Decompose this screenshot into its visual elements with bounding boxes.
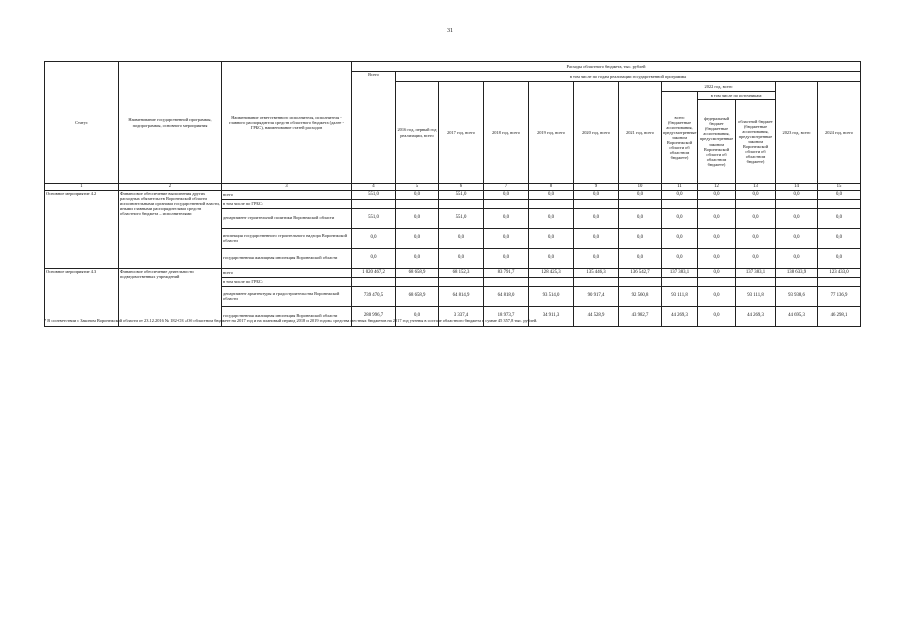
table-cell: 0,0 <box>484 208 529 228</box>
header-2024: 2024 год, всего <box>818 82 861 184</box>
row-label: в том числе по ГРБС: <box>222 199 352 208</box>
table-cell: 93 514,0 <box>529 286 574 306</box>
column-number: 1 <box>45 184 119 191</box>
table-cell: 0,0 <box>776 228 818 248</box>
table-cell: 1 020 467,2 <box>352 268 396 277</box>
header-2016: 2016 год, первый год реализации, всего <box>396 82 439 184</box>
table-cell: 92 560,8 <box>619 286 662 306</box>
table-cell: 0,0 <box>736 190 776 199</box>
header-2023: 2023 год, всего <box>776 82 818 184</box>
table-cell: 0,0 <box>396 248 439 268</box>
header-incl-sources: в том числе по источникам: <box>698 92 776 100</box>
table-cell: 3 337,4 <box>439 306 484 326</box>
column-number: 9 <box>574 184 619 191</box>
table-cell: 0,0 <box>698 208 736 228</box>
page-number: 31 <box>447 28 453 34</box>
table-cell: 44 528,9 <box>574 306 619 326</box>
table-cell: 0,0 <box>662 248 698 268</box>
header-expenses-title: Расходы областного бюджета, тыс. рублей <box>352 62 861 72</box>
table-cell: 0,0 <box>818 228 861 248</box>
table-cell: 551,0 <box>439 190 484 199</box>
footnote: * В соответствии с Законом Воронежской области от 23.12.2016 № 182-ОЗ «Об областном бюджете на 2017 год и на плановый период 2018 и 2019 годов» средства местных бюджетов на 2017 год учтены в составе областного бюджета в сумме 45 357,8 тыс. рублей. <box>44 318 538 323</box>
column-number: 13 <box>736 184 776 191</box>
table-cell: 0,0 <box>439 248 484 268</box>
table-cell: 0,0 <box>736 248 776 268</box>
row-label: всего <box>222 190 352 199</box>
table-cell: 0,0 <box>698 268 736 277</box>
header-2019: 2019 год, всего <box>529 82 574 184</box>
column-number: 12 <box>698 184 736 191</box>
table-cell: 137 383,1 <box>662 268 698 277</box>
table-cell: 0,0 <box>352 248 396 268</box>
row-label: государственная жилищная инспекция Воронежской области <box>222 248 352 268</box>
column-number: 14 <box>776 184 818 191</box>
table-cell: 0,0 <box>698 286 736 306</box>
row-label: государственная жилищная инспекция Воронежской области <box>222 306 352 326</box>
table-cell: 0,0 <box>736 228 776 248</box>
header-by-years: в том числе по годам реализации государственной программы <box>396 72 861 82</box>
table-cell: 137 383,1 <box>736 268 776 277</box>
table-cell: 68 658,9 <box>396 268 439 277</box>
table-cell: 0,0 <box>396 208 439 228</box>
header-2022: 2022 год, всего <box>662 82 776 92</box>
table-cell: 0,0 <box>574 248 619 268</box>
table-cell: 34 911,3 <box>529 306 574 326</box>
table-cell: 0,0 <box>662 208 698 228</box>
header-2017: 2017 год, всего <box>439 82 484 184</box>
table-cell: 0,0 <box>396 228 439 248</box>
budget-table <box>44 61 861 327</box>
table-cell: 46 298,1 <box>818 306 861 326</box>
table-cell: 0,0 <box>396 190 439 199</box>
table-cell: 0,0 <box>529 190 574 199</box>
table-cell: 0,0 <box>619 190 662 199</box>
table-cell: 18 973,7 <box>484 306 529 326</box>
header-status: Статус <box>45 62 119 184</box>
table-cell: 0,0 <box>574 228 619 248</box>
row-label: в том числе по ГРБС: <box>222 277 352 286</box>
header-col11: всего (бюджетные ассигнования, предусмотренные законом Воронежской области об областном бюджете) <box>662 92 698 184</box>
table-cell: 0,0 <box>776 190 818 199</box>
column-number: 8 <box>529 184 574 191</box>
table-cell: 0,0 <box>529 208 574 228</box>
table-cell: 0,0 <box>698 306 736 326</box>
table-cell: 0,0 <box>619 228 662 248</box>
row-status: Основное мероприятие 4.3 <box>45 268 119 326</box>
table-cell: 0,0 <box>736 208 776 228</box>
table-cell: 136 542,7 <box>619 268 662 277</box>
column-number: 3 <box>222 184 352 191</box>
table-cell: 0,0 <box>776 208 818 228</box>
table-cell: 77 136,9 <box>818 286 861 306</box>
table-cell: 0,0 <box>776 248 818 268</box>
table-cell: 280 996,7 <box>352 306 396 326</box>
table-cell: 0,0 <box>396 306 439 326</box>
table-cell: 93 111,8 <box>662 286 698 306</box>
table-cell: 68 658,9 <box>396 286 439 306</box>
header-2020: 2020 год, всего <box>574 82 619 184</box>
row-program-name: Финансовое обеспечение выполнения других расходных обязательств Воронежской области исполнительными органами государственной власти, иными главными распорядителями средств областного бюджета – исполнителями <box>119 190 222 268</box>
table-cell: 93 111,8 <box>736 286 776 306</box>
table-cell: 135 446,3 <box>574 268 619 277</box>
row-label: департамент архитектуры и градостроительства Воронежской области <box>222 286 352 306</box>
table-cell: 44 269,3 <box>662 306 698 326</box>
column-number: 5 <box>396 184 439 191</box>
table-cell: 0,0 <box>818 190 861 199</box>
header-col13: областной бюджет (бюджетные ассигнования, предусмотренные законом Воронежской области об областном бюджете) <box>736 100 776 184</box>
table-cell: 123 433,0 <box>818 268 861 277</box>
table-cell: 44 269,3 <box>736 306 776 326</box>
table-cell: 551,0 <box>352 190 396 199</box>
table-cell: 64 814,9 <box>439 286 484 306</box>
table-cell: 739 470,5 <box>352 286 396 306</box>
header-total: Всего <box>352 72 396 184</box>
column-number: 11 <box>662 184 698 191</box>
table-cell: 90 917,4 <box>574 286 619 306</box>
table-cell: 0,0 <box>574 208 619 228</box>
header-2018: 2018 год, всего <box>484 82 529 184</box>
table-cell: 0,0 <box>619 208 662 228</box>
column-number: 6 <box>439 184 484 191</box>
table-cell: 93 938,6 <box>776 286 818 306</box>
table-cell: 0,0 <box>619 248 662 268</box>
row-program-name: Финансовое обеспечение деятельности подведомственных учреждений <box>119 268 222 326</box>
row-label: инспекция государственного строительного надзора Воронежской области <box>222 228 352 248</box>
row-status: Основное мероприятие 4.2 <box>45 190 119 268</box>
table-cell: 0,0 <box>698 248 736 268</box>
table-cell: 551,0 <box>352 208 396 228</box>
row-label: всего <box>222 268 352 277</box>
table-cell: 0,0 <box>662 228 698 248</box>
table-cell: 64 818,0 <box>484 286 529 306</box>
table-cell: 138 633,9 <box>776 268 818 277</box>
table-cell: 0,0 <box>439 228 484 248</box>
column-number: 2 <box>119 184 222 191</box>
table-cell: 0,0 <box>484 248 529 268</box>
column-number: 4 <box>352 184 396 191</box>
column-number: 10 <box>619 184 662 191</box>
table-cell: 0,0 <box>529 228 574 248</box>
table-cell: 128 425,3 <box>529 268 574 277</box>
table-cell: 83 791,7 <box>484 268 529 277</box>
table-cell: 0,0 <box>662 190 698 199</box>
row-label: департамент строительной политики Воронежской области <box>222 208 352 228</box>
table-cell: 0,0 <box>484 190 529 199</box>
table-cell: 0,0 <box>352 228 396 248</box>
table-cell: 43 982,7 <box>619 306 662 326</box>
header-program-name: Наименование государственной программы, подпрограммы, основного мероприятия <box>119 62 222 184</box>
table-cell: 68 152,3 <box>439 268 484 277</box>
table-cell: 551,0 <box>439 208 484 228</box>
header-2021: 2021 год, всего <box>619 82 662 184</box>
table-cell: 44 695,3 <box>776 306 818 326</box>
column-number: 7 <box>484 184 529 191</box>
header-executor: Наименование ответственного исполнителя, исполнителя - главного распорядителя средств областного бюджета (далее - ГРБС), наименование статей расходов <box>222 62 352 184</box>
header-col12: федеральный бюджет (бюджетные ассигнования, предусмотренные законом Воронежской области об областном бюджете) <box>698 100 736 184</box>
table-cell: 0,0 <box>698 190 736 199</box>
table-cell: 0,0 <box>698 228 736 248</box>
table-cell: 0,0 <box>529 248 574 268</box>
column-number: 15 <box>818 184 861 191</box>
table-cell: 0,0 <box>574 190 619 199</box>
table-cell: 0,0 <box>484 228 529 248</box>
table-cell: 0,0 <box>818 208 861 228</box>
table-cell: 0,0 <box>818 248 861 268</box>
